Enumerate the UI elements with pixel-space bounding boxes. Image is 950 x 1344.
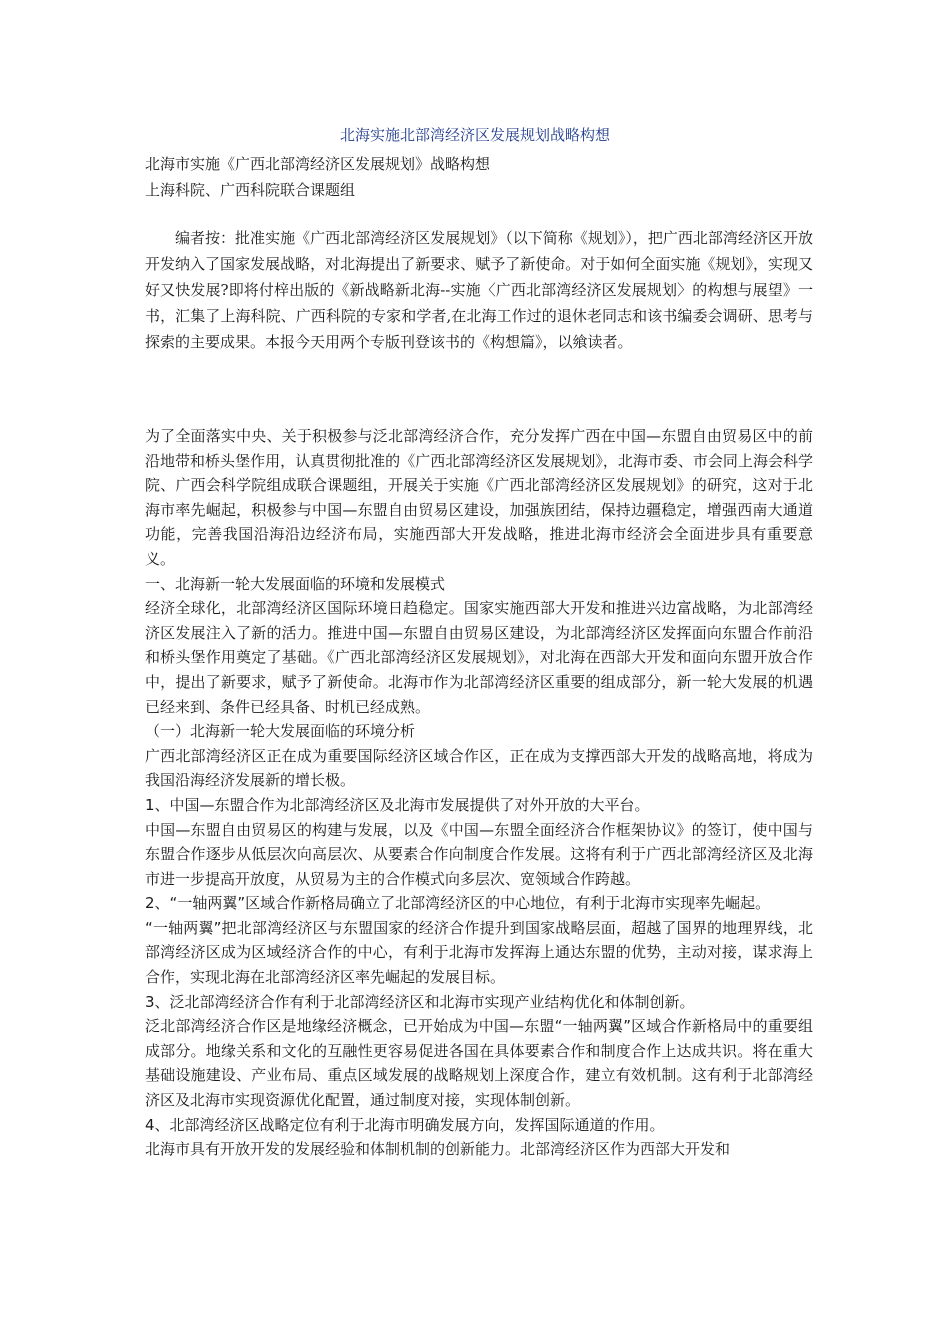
document-subtitle: 北海市实施《广西北部湾经济区发展规划》战略构想: [145, 155, 491, 173]
subsection-heading: （一）北海新一轮大发展面临的环境分析: [145, 722, 416, 741]
document-header: [145, 151, 815, 203]
point-heading: 2、“一轴两翼”区域合作新格局确立了北部湾经济区的中心地位，有利于北海市实现率先崛起。: [145, 894, 771, 913]
editor-note: 编者按：批准实施《广西北部湾经济区发展规划》（以下简称《规划》），把广西北部湾经济区开放开发纳入了国家发展战略，对北海提出了新要求、赋予了新使命。对于如何全面实施《规划》，实现又好又快发展?即将付梓出版的《新战略新北海--实施〈广西北部湾经济区发展规划〉的构想与展望》一书，汇集了上海科院、广西科院的专家和学者,在北海工作过的退休老同志和该书编委会调研、思考与探索的主要成果。本报今天用两个专版刊登该书的《构想篇》，以飨读者。: [145, 229, 813, 351]
point-paragraph: 北海市具有开放开发的发展经验和体制机制的创新能力。北部湾经济区作为西部大开发和: [145, 1140, 731, 1159]
intro-paragraph: 为了全面落实中央、关于积极参与泛北部湾经济合作，充分发挥广西在中国—东盟自由贸易区中的前沿地带和桥头堡作用，认真贯彻批准的《广西北部湾经济区发展规划》，北海市委、市会同上海会科学院、广西会科学院组成联合课题组，开展关于实施《广西北部湾经济区发展规划》的研究，这对于北海市率先崛起，积极参与中国—东盟自由贸易区建设，加强族团结，保持边疆稳定，增强西南大通道功能，完善我国沿海沿边经济布局，实施西部大开发战略，推进北海市经济会全面进步具有重要意义。: [145, 427, 813, 568]
point-heading: 3、泛北部湾经济合作有利于北部湾经济区和北海市实现产业结构优化和体制创新。: [145, 992, 695, 1011]
point-paragraph: “一轴两翼”把北部湾经济区与东盟国家的经济合作提升到国家战略层面，超越了国界的地理界线，北部湾经济区成为区域经济合作的中心，有利于北海市发挥海上通达东盟的优势，主动对接，谋求海上合作，实现北海在北部湾经济区率先崛起的发展目标。: [145, 918, 813, 987]
section-paragraph: 经济全球化，北部湾经济区国际环境日趋稳定。国家实施西部大开发和推进兴边富战略，为北部湾经济区发展注入了新的活力。推进中国—东盟自由贸易区建设，为北部湾经济区发挥面向东盟合作前沿和桥头堡作用奠定了基础。《广西北部湾经济区发展规划》，对北海在西部大开发和面向东盟开放合作中，提出了新要求，赋予了新使命。北海市作为北部湾经济区重要的组成部分，新一轮大发展的机遇已经来到、条件已经具备、时机已经成熟。: [145, 599, 813, 716]
document-title: 北海实施北部湾经济区发展规划战略构想: [339, 126, 610, 144]
point-paragraph: 中国—东盟自由贸易区的构建与发展，以及《中国—东盟全面经济合作框架协议》的签订，使中国与东盟合作逐步从低层次向高层次、从要素合作向制度合作发展。这将有利于广西北部湾经济区及北海市进一步提高开放度，从贸易为主的合作模式向多层次、宽领域合作跨越。: [145, 820, 813, 888]
point-heading: 1、中国—东盟合作为北部湾经济区及北海市发展提供了对外开放的大平台。: [145, 795, 650, 814]
point-paragraph: 泛北部湾经济合作区是地缘经济概念，已开始成为中国—东盟“一轴两翼”区域合作新格局中的重要组成部分。地缘关系和文化的互融性更容易促进各国在具体要素合作和制度合作上达成共识。将在重大基础设施建设、产业布局、重点区域发展的战略规划上深度合作，建立有效机制。这有利于北部湾经济区及北海市实现资源优化配置，通过制度对接，实现体制创新。: [145, 1017, 813, 1110]
document-authors: 上海科院、广西科院联合课题组: [145, 181, 356, 199]
subsection-paragraph: 广西北部湾经济区正在成为重要国际经济区域合作区，正在成为支撑西部大开发的战略高地，将成为我国沿海经济发展新的增长极。: [145, 746, 813, 790]
section-heading: 一、北海新一轮大发展面临的环境和发展模式: [145, 574, 446, 593]
point-heading: 4、北部湾经济区战略定位有利于北海市明确发展方向，发挥国际通道的作用。: [145, 1115, 665, 1134]
document-body: [145, 424, 813, 1162]
